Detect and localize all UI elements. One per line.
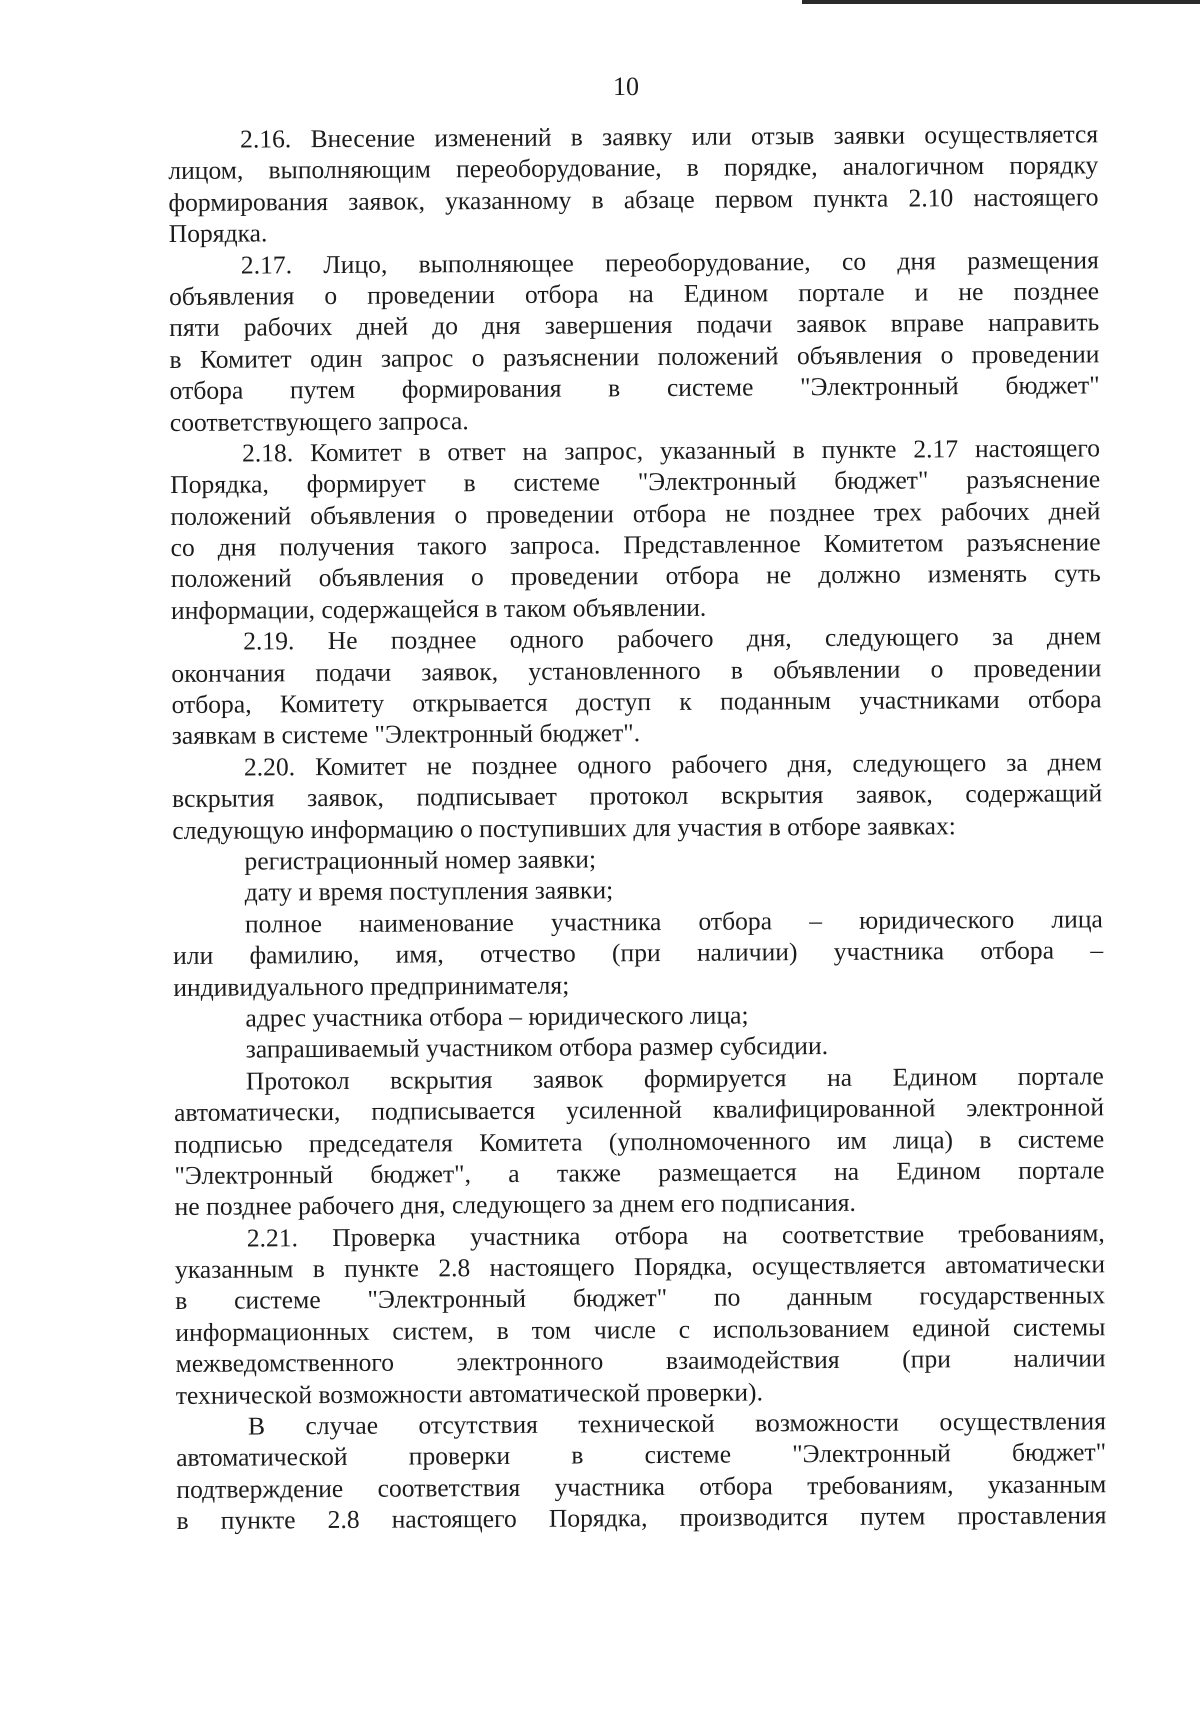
text-line: указанным в пункте 2.8 настоящего Порядка, осуществляется автоматически [174,1249,1106,1285]
text-line: адрес участника отбора – юридического лица; [245,1000,749,1033]
text-line: положений объявления о проведении отбора не позднее трех рабочих дней [170,495,1101,531]
text-line: дату и время поступления заявки; [244,875,614,907]
page-number: 10 [613,72,639,101]
text-line: автоматически, подписывается усиленной квалифицированной электронной [173,1092,1105,1128]
text-line: вскрытия заявок, подписывает протокол вскрытия заявок, содержащий [172,778,1103,814]
text-line: Протокол вскрытия заявок формируется на Едином портале [245,1061,1104,1096]
text-line: окончания подачи заявок, установленного в объявлении о проведении [171,652,1102,688]
text-line: 2.20. Комитет не позднее одного рабочего дня, следующего за днем [243,747,1103,782]
text-line: регистрационный номер заявки; [244,844,597,876]
text-line: "Электронный бюджет", а также размещается на Едином портале [174,1155,1105,1190]
text-line: В случае отсутствия технической возможности осуществления [247,1406,1107,1441]
text-line: Порядка. [168,218,268,249]
text-line: технической возможности автоматической проверки). [175,1377,764,1410]
text-line: запрашиваемый участником отбора размер субсидии. [245,1031,829,1064]
text-line: соответствующего запроса. [169,405,469,437]
text-line: со дня получения такого запроса. Представленное Комитетом разъяснение [170,527,1101,563]
text-line: пяти рабочих дней до дня завершения подачи заявок вправе направить [169,307,1100,343]
text-line: межведомственного электронного взаимодействия (при наличии [175,1343,1106,1379]
text-line: подписью председателя Комитета (уполномоченного им лица) в системе [174,1123,1105,1159]
text-line: заявкам в системе "Электронный бюджет". [171,718,641,751]
text-line: лицом, выполняющим переоборудование, в порядке, аналогичном порядку [168,150,1099,186]
text-line: положений объявления о проведении отбора не должно изменять суть [170,558,1101,594]
text-line: полное наименование участника отбора – юридического лица [244,904,1103,939]
text-line: в системе "Электронный бюджет" по данным государственных [175,1280,1106,1316]
scan-edge-line [802,0,1200,4]
text-line: отбора путем формирования в системе "Электронный бюджет" [169,370,1100,406]
text-line: не позднее рабочего дня, следующего за днем его подписания. [174,1188,856,1222]
text-line: или фамилию, имя, отчество (при наличии) участника отбора – [172,935,1104,971]
text-line: автоматической проверки в системе "Электронный бюджет" [176,1437,1107,1473]
text-line: информации, содержащейся в таком объявлении. [170,592,707,625]
text-line: следующую информацию о поступивших для участия в отборе заявках: [172,810,956,845]
text-line: информационных систем, в том числе с использованием единой системы [175,1312,1106,1347]
text-line: 2.21. Проверка участника отбора на соответствие требованиям, [246,1217,1105,1253]
text-line: в пункте 2.8 настоящего Порядка, производится путем проставления [176,1500,1107,1536]
text-line: Порядка, формирует в системе "Электронный бюджет" разъяснение [170,464,1101,500]
text-line: подтверждение соответствия участника отбора требованиям, указанным [176,1469,1107,1504]
text-line: объявления о проведении отбора на Едином портале и не позднее [168,276,1100,311]
text-line: 2.17. Лицо, выполняющее переоборудование, со дня размещения [240,244,1099,280]
text-line: в Комитет один запрос о разъяснении положений объявления о проведении [169,339,1100,374]
text-line: индивидуального предпринимателя; [173,970,570,1002]
document-body [168,118,1107,1536]
text-line: 2.18. Комитет в ответ на запрос, указанный в пункте 2.17 настоящего [241,433,1101,468]
text-line: формирования заявок, указанному в абзаце первом пункта 2.10 настоящего [168,182,1099,217]
text-line: 2.19. Не позднее одного рабочего дня, следующего за днем [243,621,1102,656]
text-line: отбора, Комитету открывается доступ к поданным участниками отбора [171,684,1102,720]
text-line: 2.16. Внесение изменений в заявку или отзыв заявки осуществляется [240,119,1099,154]
